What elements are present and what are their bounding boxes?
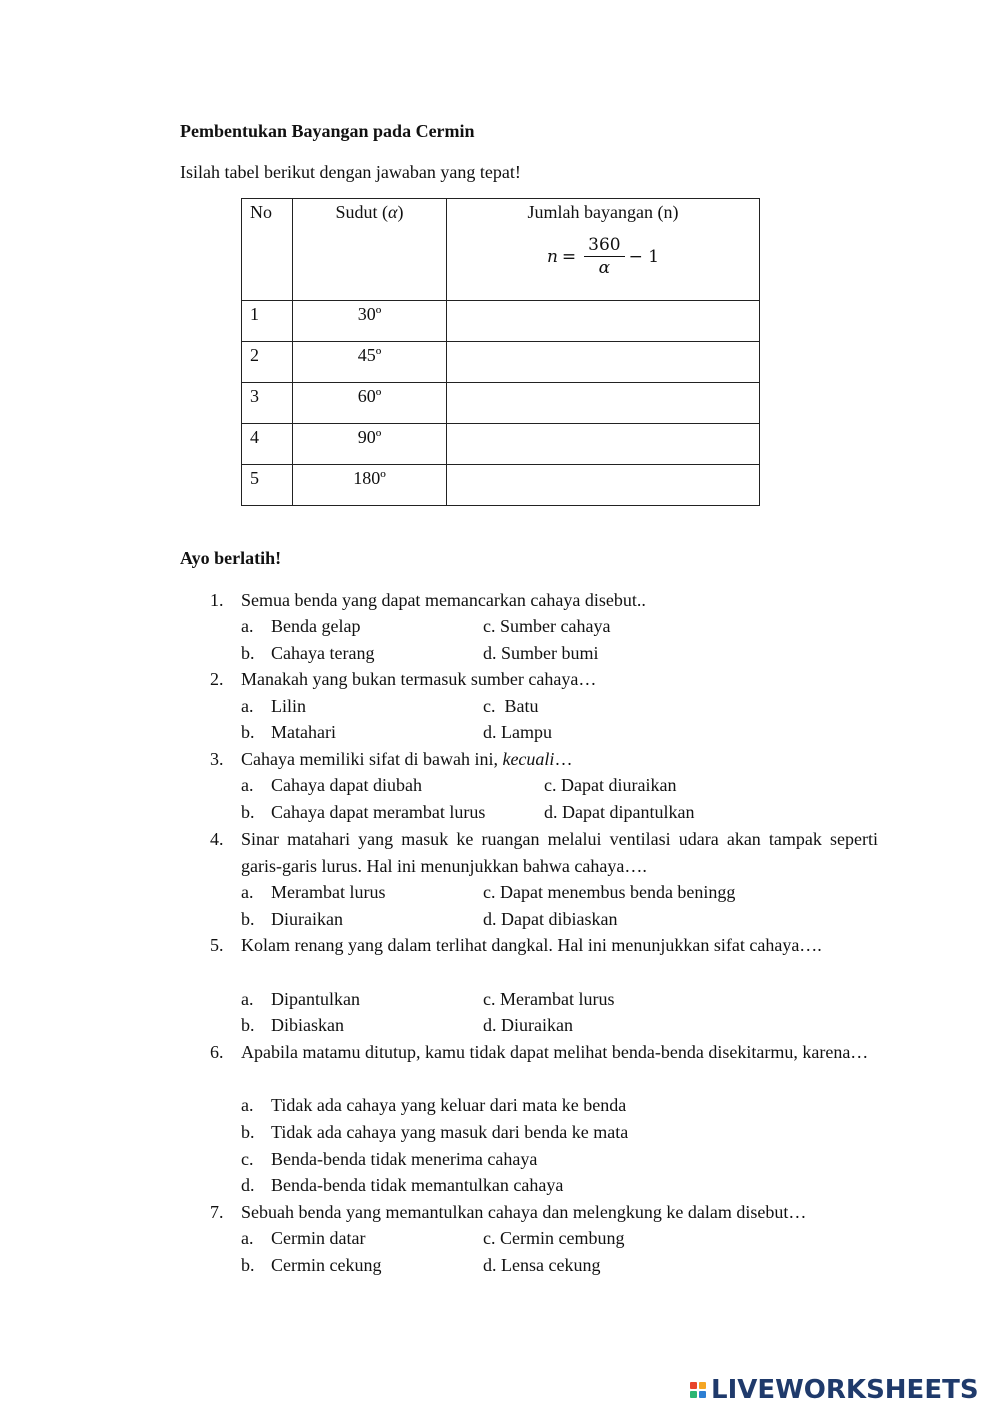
question-text: Sebuah benda yang memantulkan cahaya dan melengkung ke dalam disebut…: [241, 1202, 807, 1222]
row-no: 2: [242, 342, 293, 383]
option-b[interactable]: b. Cahaya dapat merambat lurus: [241, 802, 486, 822]
question-7: 7. Sebuah benda yang memantulkan cahaya dan melengkung ke dalam disebut…: [210, 1199, 878, 1226]
option-d[interactable]: d. Benda-benda tidak memantulkan cahaya: [241, 1175, 564, 1195]
option-c[interactable]: c. Cermin cembung: [483, 1228, 625, 1248]
question-2: 2. Manakah yang bukan termasuk sumber cahaya…: [210, 666, 878, 693]
row-no: 3: [242, 383, 293, 424]
option-b[interactable]: b. Tidak ada cahaya yang masuk dari benda ke mata: [241, 1122, 629, 1142]
question-text: Semua benda yang dapat memancarkan cahaya disebut..: [241, 590, 646, 610]
answer-cell[interactable]: [447, 342, 760, 383]
logo-square: [699, 1382, 706, 1389]
table-instruction: Isilah tabel berikut dengan jawaban yang tepat!: [180, 162, 521, 182]
option-a[interactable]: a. Cermin datar: [241, 1228, 366, 1248]
option-d[interactable]: d. Lensa cekung: [483, 1255, 601, 1275]
option-a[interactable]: a. Benda gelap: [241, 616, 361, 636]
option-b[interactable]: b. Diuraikan: [241, 909, 343, 929]
question-text: Sinar matahari yang masuk ke ruangan melalui ventilasi udara akan tampak seperti garis-garis lurus. Hal ini menunjukkan bahwa cahaya….: [241, 829, 878, 876]
question-text: Cahaya memiliki sifat di bawah ini, kecuali…: [241, 749, 573, 769]
table-row: [242, 424, 760, 465]
question-3: 3. Cahaya memiliki sifat di bawah ini, kecuali…: [210, 746, 878, 773]
liveworksheets-logo: [690, 1376, 979, 1404]
row-no: 5: [242, 465, 293, 506]
option-d[interactable]: d. Dapat dipantulkan: [544, 802, 695, 822]
table-row: [242, 342, 760, 383]
mirror-formula: n = $\frac{360}{\alpha}$ − 1: [546, 235, 660, 278]
row-sudut: 180º: [293, 465, 447, 506]
logo-text: LIVEWORKSHEETS: [711, 1375, 979, 1405]
row-sudut: 30º: [293, 301, 447, 342]
header-no: No: [242, 199, 293, 301]
option-d[interactable]: d. Lampu: [483, 722, 552, 742]
row-no: 1: [242, 301, 293, 342]
logo-grid-icon: [690, 1382, 706, 1398]
formula-fraction: $\frac{360}{\alpha}$: [584, 235, 624, 278]
option-c[interactable]: c. Benda-benda tidak menerima cahaya: [241, 1149, 538, 1169]
option-c[interactable]: c. Dapat menembus benda beningg: [483, 882, 736, 902]
answer-cell[interactable]: [447, 383, 760, 424]
option-d[interactable]: d. Diuraikan: [483, 1015, 573, 1035]
option-a[interactable]: a. Cahaya dapat diubah: [241, 775, 422, 795]
row-no: 4: [242, 424, 293, 465]
answer-cell[interactable]: [447, 301, 760, 342]
mirror-image-table: [241, 198, 760, 506]
worksheet-title: Pembentukan Bayangan pada Cermin: [180, 121, 475, 141]
option-a[interactable]: a. Lilin: [241, 696, 306, 716]
logo-square: [699, 1391, 706, 1398]
logo-square: [690, 1382, 697, 1389]
question-6: 6. Apabila matamu ditutup, kamu tidak dapat melihat benda-benda disekitarmu, karena…: [210, 1039, 878, 1066]
option-d[interactable]: d. Dapat dibiaskan: [483, 909, 618, 929]
row-sudut: 45º: [293, 342, 447, 383]
table-header-row: [242, 199, 760, 301]
table-row: [242, 465, 760, 506]
row-sudut: 90º: [293, 424, 447, 465]
option-b[interactable]: b. Cermin cekung: [241, 1255, 382, 1275]
option-c[interactable]: c. Batu: [483, 696, 539, 716]
option-c[interactable]: c. Merambat lurus: [483, 989, 615, 1009]
question-text: Kolam renang yang dalam terlihat dangkal. Hal ini menunjukkan sifat cahaya….: [241, 935, 822, 955]
question-1: 1. Semua benda yang dapat memancarkan cahaya disebut..: [210, 587, 878, 614]
option-a[interactable]: a. Merambat lurus: [241, 882, 386, 902]
table-row: [242, 301, 760, 342]
option-b[interactable]: b. Dibiaskan: [241, 1015, 344, 1035]
question-5: 5. Kolam renang yang dalam terlihat dangkal. Hal ini menunjukkan sifat cahaya….: [210, 932, 878, 959]
answer-cell[interactable]: [447, 465, 760, 506]
question-4: 4. Sinar matahari yang masuk ke ruangan melalui ventilasi udara akan tampak seperti garis-garis lurus. Hal ini menunjukkan bahwa cahaya….: [210, 826, 878, 879]
logo-square: [690, 1391, 697, 1398]
row-sudut: 60º: [293, 383, 447, 424]
header-sudut: Sudut (α): [293, 199, 447, 301]
option-b[interactable]: b. Matahari: [241, 722, 336, 742]
question-text: Manakah yang bukan termasuk sumber cahaya…: [241, 669, 597, 689]
option-a[interactable]: a. Dipantulkan: [241, 989, 360, 1009]
header-jumlah: Jumlah bayangan (n) n = $\frac{360}{\alpha}$ − 1: [447, 199, 760, 301]
option-c[interactable]: c. Dapat diuraikan: [544, 775, 677, 795]
table-row: [242, 383, 760, 424]
answer-cell[interactable]: [447, 424, 760, 465]
option-b[interactable]: b. Cahaya terang: [241, 643, 375, 663]
question-text: Apabila matamu ditutup, kamu tidak dapat melihat benda-benda disekitarmu, karena…: [241, 1042, 869, 1062]
option-d[interactable]: d. Sumber bumi: [483, 643, 599, 663]
alpha-symbol: α: [388, 202, 398, 222]
option-c[interactable]: c. Sumber cahaya: [483, 616, 611, 636]
practice-heading: Ayo berlatih!: [180, 548, 282, 568]
option-a[interactable]: a. Tidak ada cahaya yang keluar dari mata ke benda: [241, 1095, 627, 1115]
